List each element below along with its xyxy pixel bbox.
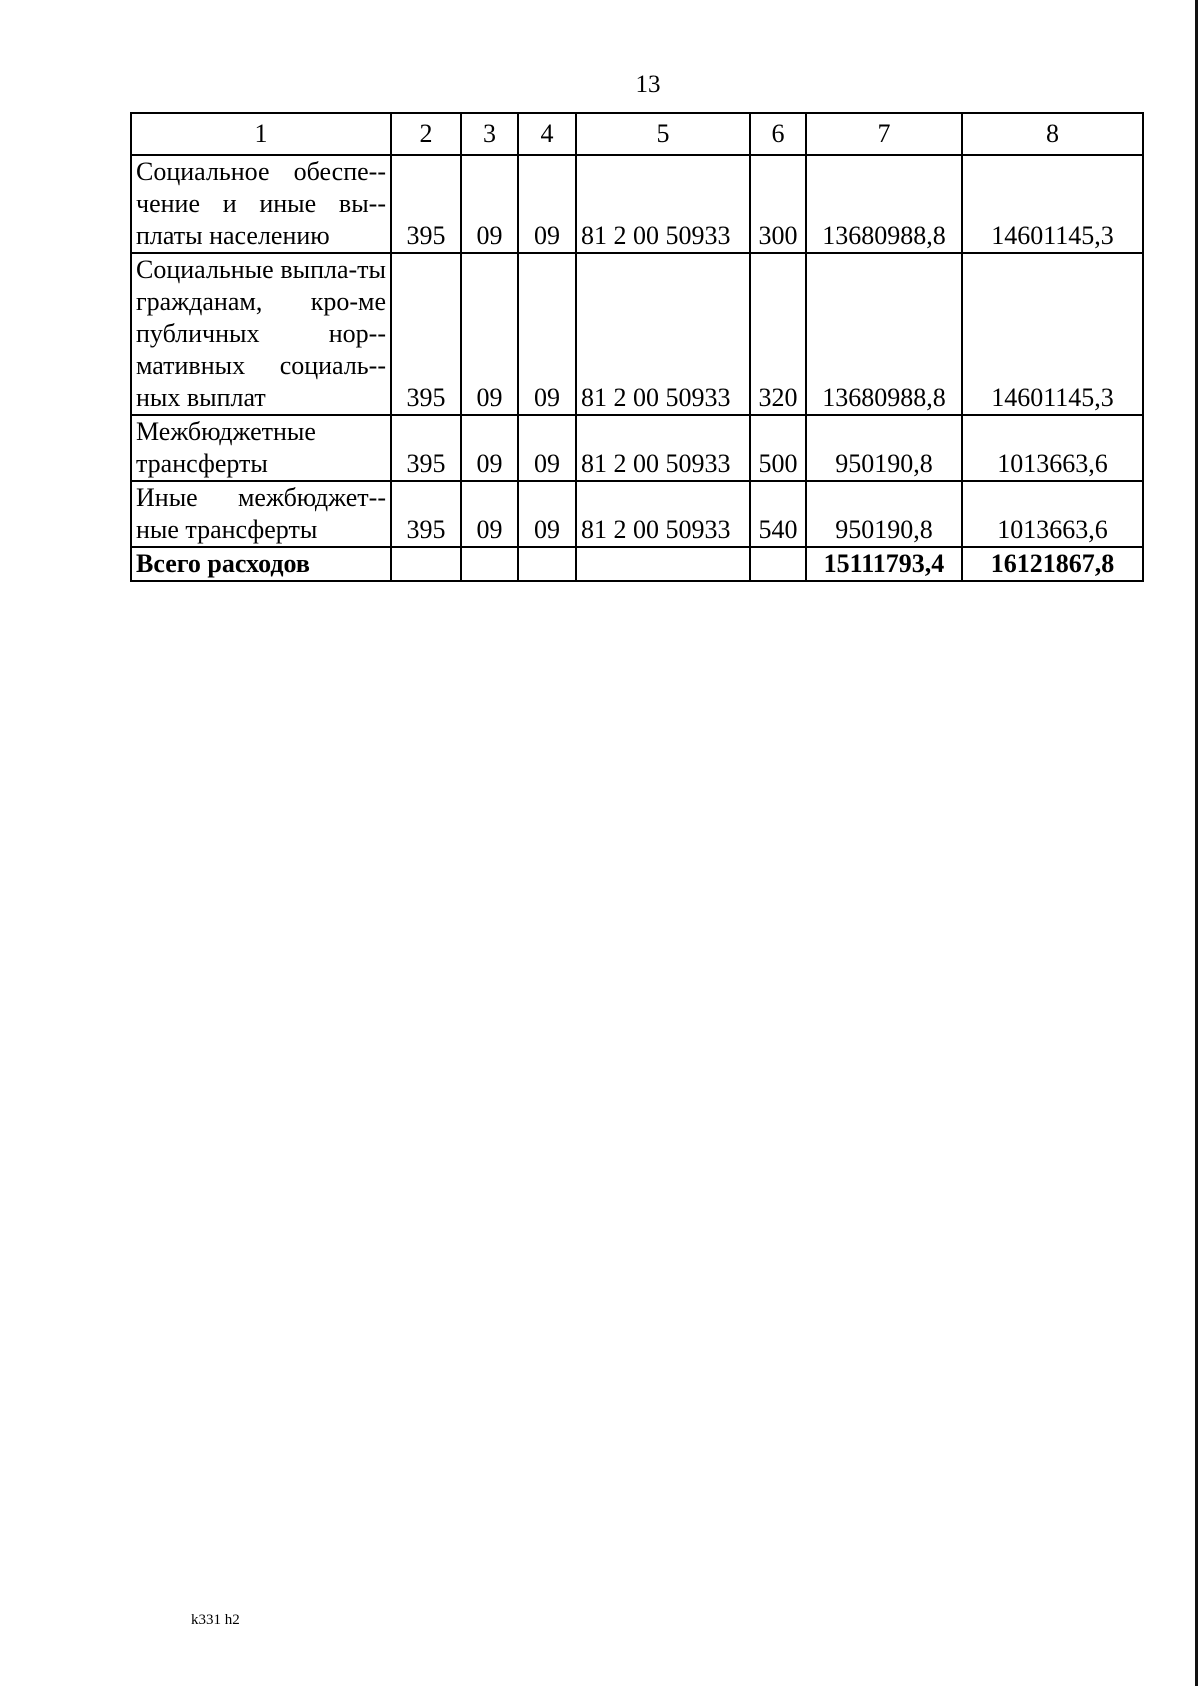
row-ministry-code: 395	[391, 481, 461, 547]
row-amount-year2: 14601145,3	[962, 253, 1143, 415]
header-col-2: 2	[391, 113, 461, 155]
row-subsection-code: 09	[518, 481, 576, 547]
scan-edge-line	[1195, 0, 1198, 1686]
row-subsection-code: 09	[518, 155, 576, 253]
row-name: Социальное обеспе-чение и иные вы-платы населению	[131, 155, 391, 253]
header-col-8: 8	[962, 113, 1143, 155]
empty-cell	[750, 547, 806, 581]
row-expense-type: 300	[750, 155, 806, 253]
header-col-6: 6	[750, 113, 806, 155]
footer-document-code: k331 h2	[191, 1612, 240, 1628]
row-amount-year2: 14601145,3	[962, 155, 1143, 253]
table-row	[131, 155, 1143, 253]
table-row	[131, 253, 1143, 415]
row-target-article: 81 2 00 50933	[576, 415, 750, 481]
header-col-4: 4	[518, 113, 576, 155]
row-target-article: 81 2 00 50933	[576, 253, 750, 415]
total-row	[131, 547, 1143, 581]
row-section-code: 09	[461, 415, 518, 481]
header-col-1: 1	[131, 113, 391, 155]
table-row	[131, 415, 1143, 481]
row-amount-year1: 950190,8	[806, 415, 962, 481]
total-label: Всего расходов	[131, 547, 391, 581]
row-name: Иные межбюджет-ные трансферты	[131, 481, 391, 547]
row-subsection-code: 09	[518, 415, 576, 481]
row-section-code: 09	[461, 155, 518, 253]
row-amount-year1: 13680988,8	[806, 253, 962, 415]
row-amount-year2: 1013663,6	[962, 415, 1143, 481]
empty-cell	[461, 547, 518, 581]
row-ministry-code: 395	[391, 415, 461, 481]
row-ministry-code: 395	[391, 155, 461, 253]
empty-cell	[518, 547, 576, 581]
header-col-5: 5	[576, 113, 750, 155]
total-amount-year1: 15111793,4	[806, 547, 962, 581]
expenditure-table	[130, 112, 1144, 582]
row-amount-year1: 950190,8	[806, 481, 962, 547]
row-subsection-code: 09	[518, 253, 576, 415]
header-row	[131, 113, 1143, 155]
row-name: Межбюджетные трансферты	[131, 415, 391, 481]
table-row	[131, 481, 1143, 547]
row-expense-type: 320	[750, 253, 806, 415]
page-number: 13	[635, 71, 661, 98]
row-expense-type: 540	[750, 481, 806, 547]
header-col-3: 3	[461, 113, 518, 155]
row-section-code: 09	[461, 253, 518, 415]
row-target-article: 81 2 00 50933	[576, 155, 750, 253]
total-amount-year2: 16121867,8	[962, 547, 1143, 581]
row-expense-type: 500	[750, 415, 806, 481]
row-target-article: 81 2 00 50933	[576, 481, 750, 547]
row-amount-year1: 13680988,8	[806, 155, 962, 253]
row-name: Социальные выпла-ты гражданам, кро-ме публичных нор-мативных социаль-ных выплат	[131, 253, 391, 415]
row-ministry-code: 395	[391, 253, 461, 415]
row-section-code: 09	[461, 481, 518, 547]
empty-cell	[391, 547, 461, 581]
row-amount-year2: 1013663,6	[962, 481, 1143, 547]
header-col-7: 7	[806, 113, 962, 155]
empty-cell	[576, 547, 750, 581]
